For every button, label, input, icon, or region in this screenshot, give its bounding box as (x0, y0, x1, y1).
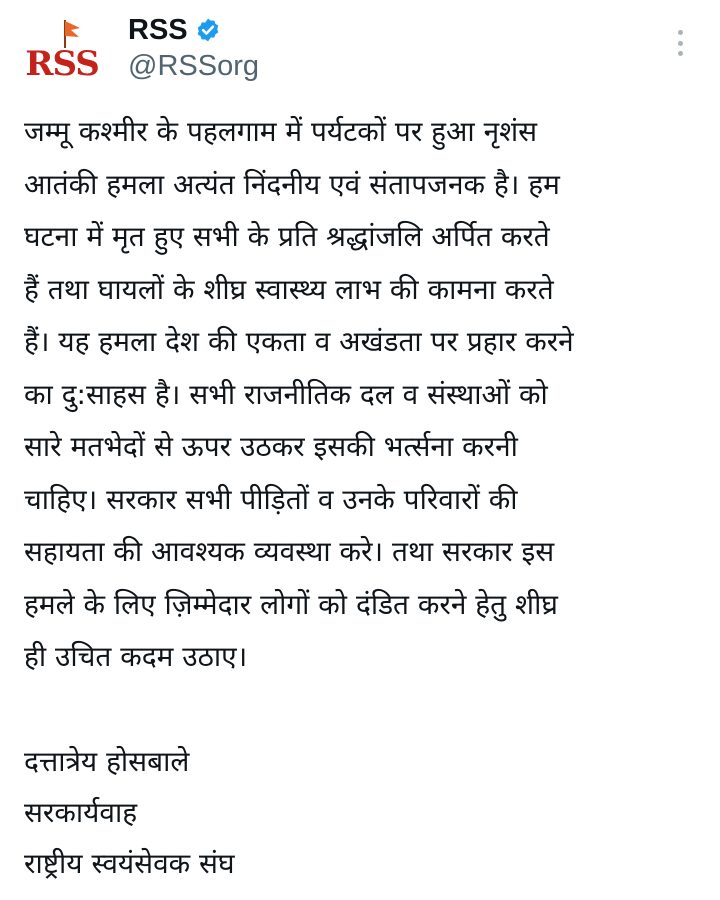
signature-name: दत्तात्रेय होसबाले (24, 745, 190, 778)
avatar[interactable] (22, 14, 102, 84)
verified-badge-icon (195, 17, 221, 43)
tweet-line: जम्मू कश्मीर के पहलगाम में पर्यटकों पर हुआ नृशंस (24, 115, 538, 148)
tweet-line: चाहिए। सरकार सभी पीड़ितों व उनके परिवारों की (24, 482, 518, 516)
tweet-line: हैं तथा घायलों के शीघ्र स्वास्थ्य लाभ की कामना करते (24, 272, 554, 306)
tweet-line: घटना में मृत हुए सभी के प्रति श्रद्धांजलि अर्पित करते (24, 220, 550, 253)
name-row (128, 12, 221, 48)
tweet-line: हैं। यह हमला देश की एकता व अखंडता पर प्रहार करने (24, 325, 574, 358)
signature-block (24, 736, 704, 889)
signature-organization: राष्ट्रीय स्वयंसेवक संघ (24, 847, 235, 880)
signature-title: सरकार्यवाह (24, 796, 138, 829)
display-name[interactable]: RSS (128, 13, 188, 46)
tweet-line: ही उचित कदम उठाए। (24, 640, 248, 673)
more-dot (678, 30, 683, 35)
tweet-line: सारे मतभेदों से ऊपर उठकर इसकी भर्त्सना करनी (24, 430, 518, 463)
avatar-logo-text: RSS (25, 44, 99, 84)
tweet-line: का दु:साहस है। सभी राजनीतिक दल व संस्थाओं को (24, 377, 548, 411)
more-dot (678, 41, 683, 46)
more-dot (678, 51, 683, 56)
more-vertical-icon[interactable] (668, 26, 692, 60)
tweet-line: आतंकी हमला अत्यंत निंदनीय एवं संतापजनक है। हम (24, 167, 560, 201)
tweet-line: हमले के लिए ज़िम्मेदार लोगों को दंडित करने हेतु शीघ्र (24, 587, 558, 621)
account-handle[interactable]: @RSSorg (128, 50, 259, 82)
tweet-header (0, 0, 720, 100)
tweet-line: सहायता की आवश्यक व्यवस्था करे। तथा सरकार इस (24, 535, 555, 568)
tweet-text (24, 106, 704, 684)
